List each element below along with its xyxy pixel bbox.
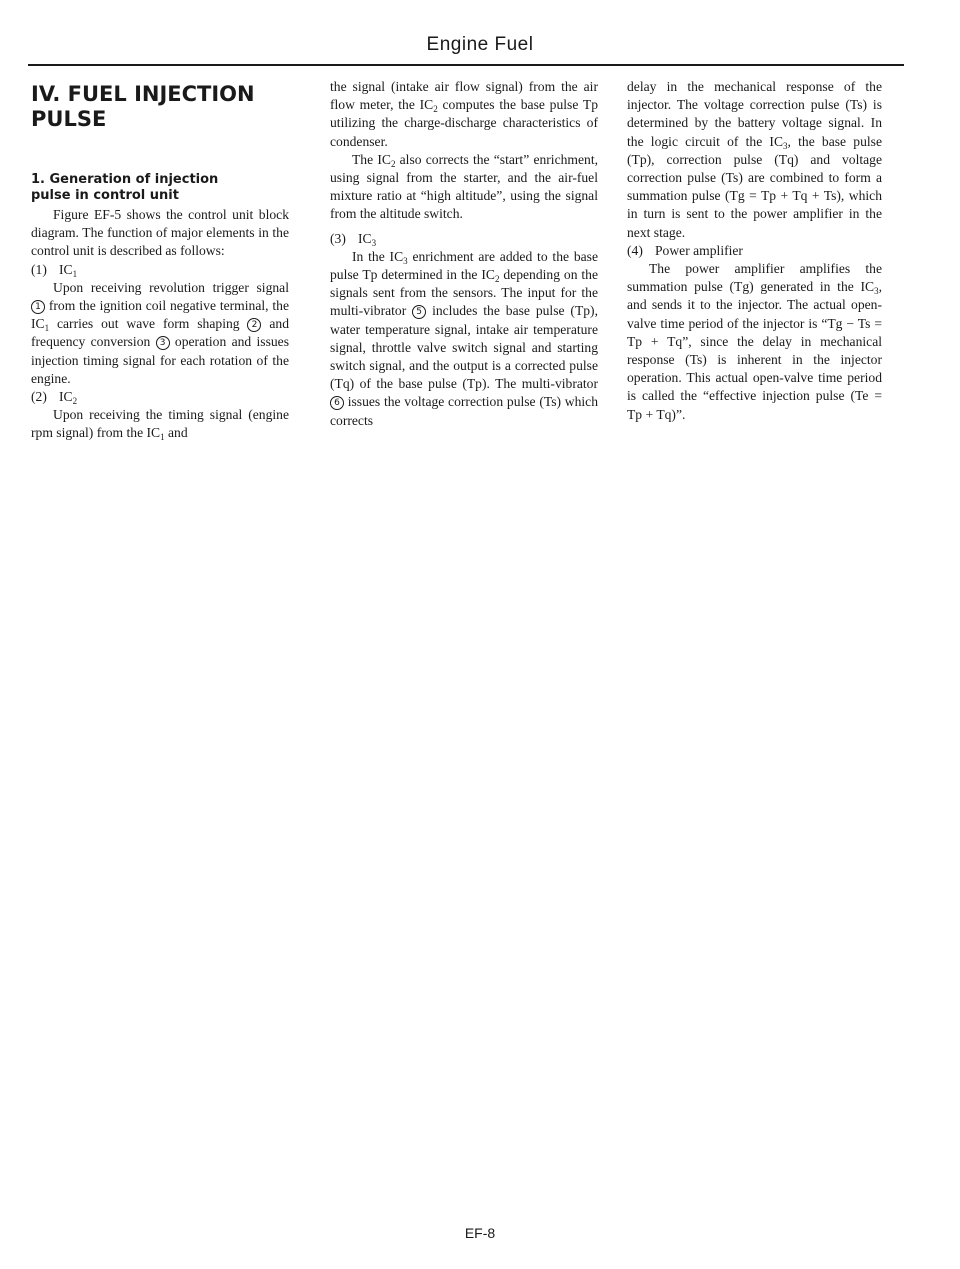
circled-number-1: 1 [31,300,45,314]
item-3-paragraph: In the $IC_3$ enrichment are added to the base pulse Tp determined in the $IC_2$ depending on the signals sent from the sensors. The input for the multi-vibrator 5 includes the base pulse (Tp), water temperature signal, intake air temperature signal, throttle valve switch signal and starting switch signal, and the output is a corrected pulse (Tq) of the base pulse (Tp). The multi-vibrator 6 issues the voltage correction pulse (Ts) which corrects [330,248,598,428]
circled-number-5: 5 [412,305,426,319]
item-2-paragraph: Upon receiving the timing signal (engine rpm signal) from the $IC_1$ and [31,407,289,443]
section-heading: IV. FUEL INJECTION PULSE [31,82,255,131]
header-rule [28,64,904,66]
item-3-continued-paragraph: delay in the mechanical response of the injector. The voltage correction pulse (Ts) is determined by the battery voltage signal. In the logic circuit of the $IC_3$, the base pulse (Tp), correction pulse (Tq) and voltage correction pulse (Ts) are combined to form a summation pulse (Tg = Tp + Tq + Ts), which in turn is sent to the power amplifier in the next stage. [627,79,882,240]
circled-number-6: 6 [330,396,344,410]
column-2 [330,78,598,430]
circled-number-3: 3 [156,336,170,350]
item-4-heading: (4) Power amplifier [627,242,743,258]
start-enrichment-paragraph: The $IC_2$ also corrects the “start” enrichment, using signal from the starter, and the air-fuel mixture ratio at “high altitude”, using the signal from the altitude switch. [330,151,598,222]
page-number: EF-8 [464,1225,496,1241]
item-1-heading: (1) $IC_1$ [31,261,78,279]
page-header-title: Engine Fuel [426,34,534,55]
item-2-continued-paragraph: the signal (intake air flow signal) from the air flow meter, the $IC_2$ computes the base pulse Tp utilizing the charge-discharge characteristics of condenser. [330,79,598,149]
item-4-paragraph: The power amplifier amplifies the summation pulse (Tg) generated in the $IC_3$, and sends it to the injector. The actual open-valve time period of the injector is “Tg − Ts = Tp + Tq”, since the delay in mechanical response (Ts) is inherent in the injector operation. This actual open-valve time period is called the “effective injection pulse (Te = Tp + Tq)”. [627,261,882,422]
item-2-heading: (2) $IC_2$ [31,389,78,407]
intro-paragraph: Figure EF-5 shows the control unit block diagram. The function of major elements in the control unit is described as follows: [31,207,289,259]
item-1-paragraph: Upon receiving revolution trigger signal 1 from the ignition coil negative terminal, the $IC_1$ carries out wave form shaping 2 and frequency conversion 3 operation and issues injection timing signal for each rotation of the engine. [31,279,289,386]
column-3 [627,78,882,424]
item-3-heading: (3) $IC_3$ [330,230,377,248]
circled-number-2: 2 [247,318,261,332]
column-1 [31,78,289,443]
subsection-heading: 1. Generation of injection pulse in control unit [31,172,219,203]
